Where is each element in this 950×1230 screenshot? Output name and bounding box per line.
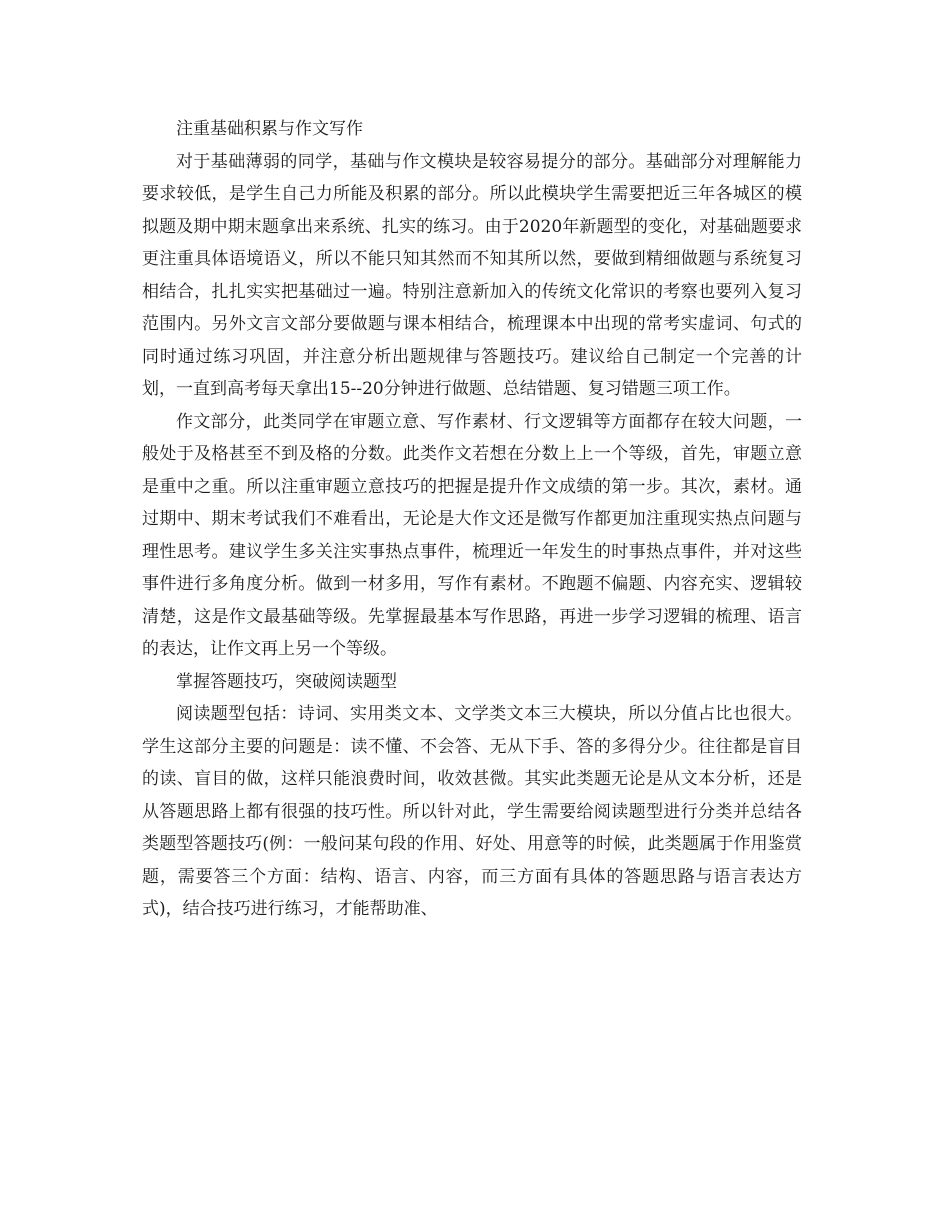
paragraph-reading: 阅读题型包括：诗词、实用类文本、文学类文本三大模块，所以分值占比也很大。学生这部分主要的问题是：读不懂、不会答、无从下手、答的多得分少。往往都是盲目的读、盲目的做，这样只能浪费时间，收效甚微。其实此类题无论是从文本分析，还是从答题思路上都有很强的技巧性。所以针对此，学生需要给阅读题型进行分类并总结各类题型答题技巧(例：一般问某句段的作用、好处、用意等的时候，此类题属于作用鉴赏题，需要答三个方面：结构、语言、内容，而三方面有具体的答题思路与语言表达方式)，结合技巧进行练习，才能帮助准、 (142, 704, 802, 919)
paragraph-composition: 作文部分，此类同学在审题立意、写作素材、行文逻辑等方面都存在较大问题，一般处于及格甚至不到及格的分数。此类作文若想在分数上上一个等级，首先，审题立意是重中之重。所以注重审题立意技巧的把握是提升作文成绩的第一步。其次，素材。通过期中、期末考试我们不难看出，无论是大作文还是微写作都更加注重现实热点问题与理性思考。建议学生多关注实事热点事件，梳理近一年发生的时事热点事件，并对这些事件进行多角度分析。做到一材多用，写作有素材。不跑题不偏题、内容充实、逻辑较清楚，这是作文最基础等级。先掌握最基本写作思路，再进一步学习逻辑的梳理、语言的表达，让作文再上另一个等级。 (142, 411, 802, 659)
section-heading-foundation-writing: 注重基础积累与作文写作 (176, 119, 363, 139)
section-heading-reading-skills: 掌握答题技巧，突破阅读题型 (176, 671, 397, 692)
paragraph-foundation: 对于基础薄弱的同学，基础与作文模块是较容易提分的部分。基础部分对理解能力要求较低，是学生自己力所能及积累的部分。所以此模块学生需要把近三年各城区的模拟题及期中期末题拿出来系统、扎实的练习。由于2020年新题型的变化，对基础题要求更注重具体语境语义，所以不能只知其然而不知其所以然，要做到精细做题与系统复习相结合，扎扎实实把基础过一遍。特别注意新加入的传统文化常识的考察也要列入复习范围内。另外文言文部分要做题与课本相结合，梳理课本中出现的常考实虚词、句式的同时通过练习巩固，并注意分析出题规律与答题技巧。建议给自己制定一个完善的计划，一直到高考每天拿出15--20分钟进行做题、总结错题、复习错题三项工作。 (142, 151, 802, 399)
document-body (142, 113, 802, 926)
